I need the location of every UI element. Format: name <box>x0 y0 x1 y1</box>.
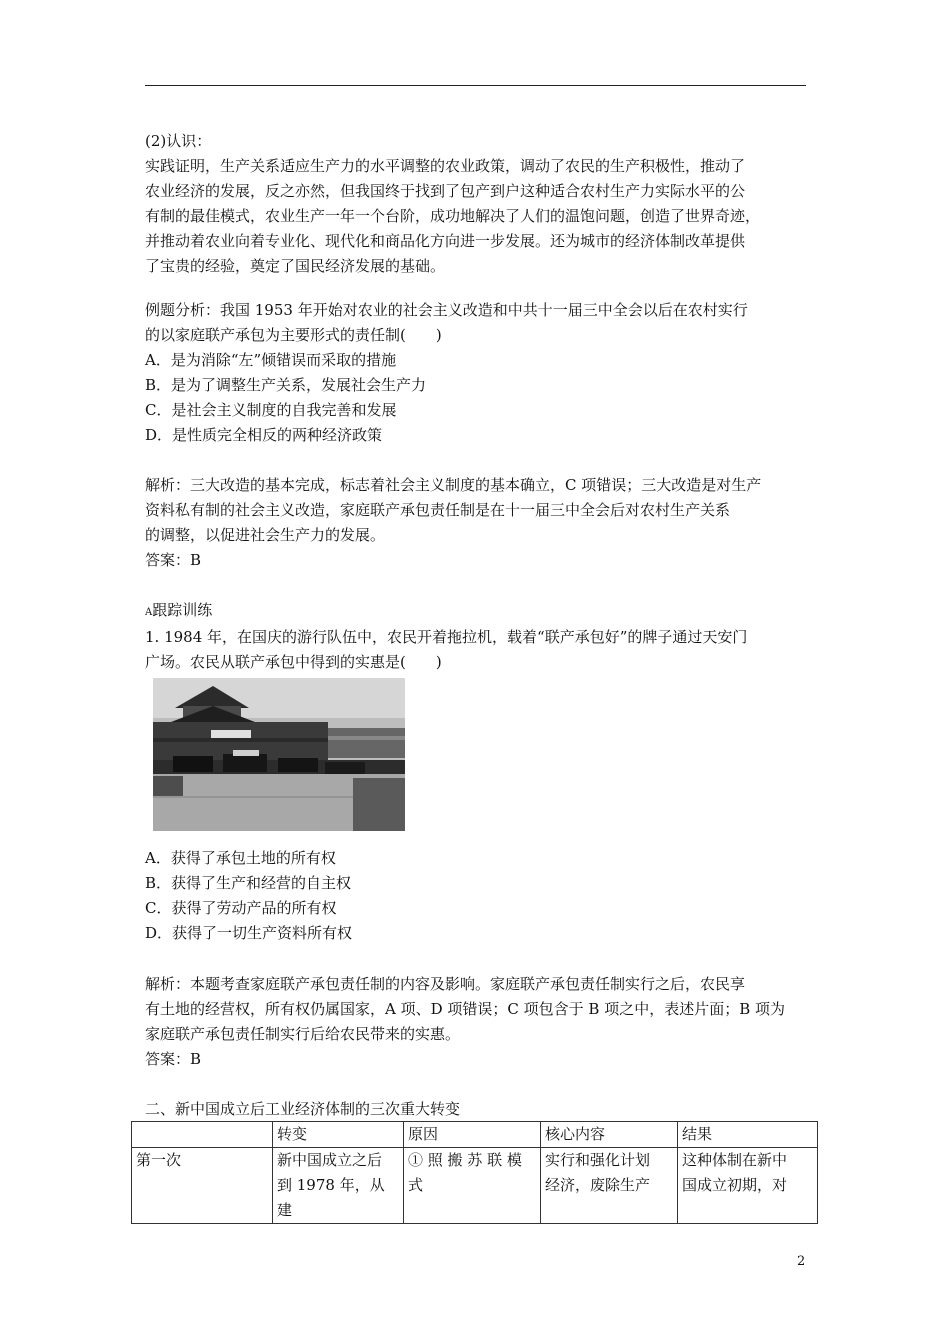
practice-options <box>145 846 807 946</box>
paragraph-line: 实践证明，生产关系适应生产力的水平调整的农业政策，调动了农民的生产积极性，推动了 <box>145 157 746 175</box>
analysis-line: 资料私有制的社会主义改造，家庭联产承包责任制是在十一届三中全会后对农村生产关系 <box>145 501 731 519</box>
cell-line: 国成立初期，对 <box>682 1176 788 1194</box>
reform-table <box>131 1121 818 1224</box>
practice-analysis <box>145 972 807 1072</box>
page-number: 2 <box>797 1254 806 1269</box>
analysis-line: 有土地的经营权，所有权仍属国家，A 项、D 项错误；C 项包含于 B 项之中，表述片面；B 项为 <box>145 1000 785 1018</box>
table-cell <box>678 1148 818 1224</box>
analysis-line: 解析：本题考查家庭联产承包责任制的内容及影响。家庭联产承包责任制实行之后，农民享 <box>145 975 746 993</box>
cell-line: ① 照 搬 苏 联 模 <box>408 1151 522 1169</box>
section2-heading <box>145 1097 807 1122</box>
paragraph-line: 并推动着农业向着专业化、现代化和商品化方向进一步发展。还为城市的经济体制改革提供 <box>145 232 746 250</box>
question-stem-line: 的以家庭联产承包为主要形式的责任制( ) <box>145 326 442 344</box>
cell-line: 实行和强化计划 <box>545 1151 651 1169</box>
paragraph-line: 有制的最佳模式，农业生产一年一个台阶，成功地解决了人们的温饱问题，创造了世界奇迹， <box>145 207 761 225</box>
answer-line: 答案：B <box>145 551 202 569</box>
table-cell <box>541 1148 678 1224</box>
analysis-line: 的调整，以促进社会生产力的发展。 <box>145 526 386 544</box>
table-header-cell: 核心内容 <box>541 1122 678 1148</box>
table-header-cell: 转变 <box>273 1122 404 1148</box>
example-analysis <box>145 473 807 573</box>
option-a: A．是为消除“左”倾错误而采取的措施 <box>145 351 397 369</box>
option-b: B．获得了生产和经营的自主权 <box>145 874 352 892</box>
analysis-line: 家庭联产承包责任制实行后给农民带来的实惠。 <box>145 1025 461 1043</box>
analysis-line: 解析：三大改造的基本完成，标志着社会主义制度的基本确立，C 项错误；三大改造是对生产 <box>145 476 762 494</box>
practice-title <box>145 598 807 625</box>
section-recognition <box>145 129 807 279</box>
table-row-label: 第一次 <box>132 1148 273 1224</box>
option-b: B．是为了调整生产关系，发展社会生产力 <box>145 376 427 394</box>
table-row <box>132 1148 818 1224</box>
option-d: D．是性质完全相反的两种经济政策 <box>145 426 383 444</box>
option-a: A．获得了承包土地的所有权 <box>145 849 336 867</box>
paragraph-line: 农业经济的发展，反之亦然，但我国终于找到了包产到户这种适合农村生产力实际水平的公 <box>145 182 746 200</box>
table-header-cell <box>132 1122 273 1148</box>
practice-title-text: 跟踪训练 <box>152 601 213 619</box>
cell-line: 到 1978 年，从建 <box>277 1176 385 1219</box>
header-rule <box>145 85 806 86</box>
cell-line: 式 <box>408 1176 424 1194</box>
question-line: 1. 1984 年，在国庆的游行队伍中，农民开着拖拉机，载着“联产承包好”的牌子通过天安门 <box>145 628 748 646</box>
table-cell <box>273 1148 404 1224</box>
example-question <box>145 298 807 448</box>
practice-question <box>145 598 807 675</box>
option-c: C．是社会主义制度的自我完善和发展 <box>145 401 397 419</box>
question-line: 广场。农民从联产承包中得到的实惠是( ) <box>145 653 442 671</box>
answer-line: 答案：B <box>145 1050 202 1068</box>
table-header-row <box>132 1122 818 1148</box>
question-stem-line: 例题分析：我国 1953 年开始对农业的社会主义改造和中共十一届三中全会以后在农村实行 <box>145 301 748 319</box>
recognition-heading: (2)认识： <box>145 132 212 150</box>
practice-title-mark: A <box>145 607 153 618</box>
tiananmen-parade-photo <box>153 678 405 831</box>
section-heading: 二、新中国成立后工业经济体制的三次重大转变 <box>145 1100 461 1118</box>
paragraph-line: 了宝贵的经验，奠定了国民经济发展的基础。 <box>145 257 446 275</box>
cell-line: 经济，废除生产 <box>545 1176 651 1194</box>
option-d: D．获得了一切生产资料所有权 <box>145 924 353 942</box>
table-cell <box>404 1148 541 1224</box>
table-header-cell: 原因 <box>404 1122 541 1148</box>
option-c: C．获得了劳动产品的所有权 <box>145 899 337 917</box>
cell-line: 这种体制在新中 <box>682 1151 788 1169</box>
cell-line: 新中国成立之后 <box>277 1151 383 1169</box>
table-header-cell: 结果 <box>678 1122 818 1148</box>
